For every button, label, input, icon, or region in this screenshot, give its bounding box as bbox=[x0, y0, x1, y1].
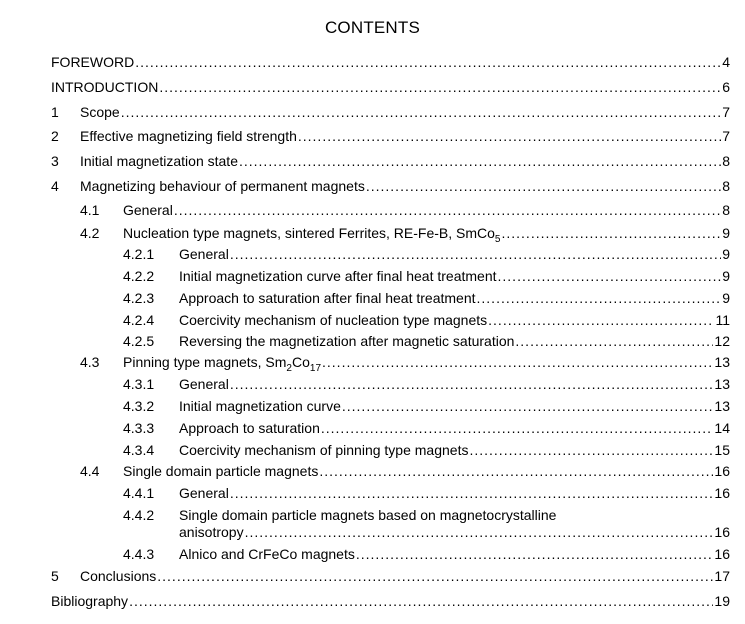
toc-entry-page: 16 bbox=[714, 463, 730, 479]
toc-entry-number: 4.3.4 bbox=[123, 442, 155, 458]
toc-entry-title: Bibliography bbox=[51, 593, 129, 609]
leader-dots bbox=[245, 524, 714, 540]
leader-dots bbox=[319, 463, 713, 479]
toc-entry-4-2-5[interactable] bbox=[123, 333, 730, 349]
leader-dots bbox=[121, 104, 722, 120]
toc-entry-4-3-1[interactable] bbox=[123, 376, 730, 392]
toc-entry-page: 9 bbox=[722, 246, 730, 262]
subscript: 5 bbox=[494, 234, 501, 245]
toc-entry-number: 3 bbox=[51, 153, 59, 169]
toc-entry-5[interactable] bbox=[51, 568, 730, 584]
toc-entry-4-2-2[interactable] bbox=[123, 268, 730, 284]
page-title: CONTENTS bbox=[324, 18, 421, 37]
toc-entry-page: 8 bbox=[722, 153, 730, 169]
toc-entry-bibliography[interactable] bbox=[51, 593, 730, 609]
toc-entry-4[interactable] bbox=[51, 178, 730, 194]
toc-entry-title: Alnico and CrFeCo magnets bbox=[179, 546, 355, 562]
leader-dots bbox=[230, 376, 714, 392]
leader-dots bbox=[501, 225, 721, 241]
toc-entry-number: 4.3.2 bbox=[123, 398, 155, 414]
toc-entry-page: 13 bbox=[714, 398, 730, 414]
leader-dots bbox=[135, 54, 721, 70]
toc-entry-page: 13 bbox=[714, 354, 730, 370]
leader-dots bbox=[356, 546, 714, 562]
toc-entry-number: 4.2.5 bbox=[123, 333, 155, 349]
toc-entry-number: 4.2.4 bbox=[123, 312, 155, 328]
toc-entry-number: 5 bbox=[51, 568, 59, 584]
toc-entry-title: Approach to saturation bbox=[179, 420, 320, 436]
toc-entry-page: 17 bbox=[714, 568, 730, 584]
toc-entry-title: Conclusions bbox=[80, 568, 157, 584]
toc-entry-number: 4.2 bbox=[80, 225, 100, 241]
toc-entry-number: 4.2.2 bbox=[123, 268, 155, 284]
leader-dots bbox=[469, 442, 713, 458]
toc-entry-title: General bbox=[179, 246, 229, 262]
leader-dots bbox=[298, 128, 721, 144]
toc-entry-page: 16 bbox=[714, 524, 730, 540]
toc-entry-page: 16 bbox=[714, 485, 730, 501]
toc-entry-page: 8 bbox=[722, 202, 730, 218]
toc-entry-page: 8 bbox=[722, 178, 730, 194]
toc-entry-number: 4.4 bbox=[80, 463, 100, 479]
toc-entry-4-2-3[interactable] bbox=[123, 290, 730, 306]
toc-entry-4-4-1[interactable] bbox=[123, 485, 730, 501]
toc-entry-title: Scope bbox=[80, 104, 120, 120]
toc-entry-page: 16 bbox=[714, 546, 730, 562]
toc-entry-title: INTRODUCTION bbox=[51, 79, 159, 95]
toc-entry-4-3-2[interactable] bbox=[123, 398, 730, 414]
toc-entry-3[interactable] bbox=[51, 153, 730, 169]
toc-entry-4-3-4[interactable] bbox=[123, 442, 730, 458]
leader-dots bbox=[321, 420, 714, 436]
toc-entry-number: 4.2.3 bbox=[123, 290, 155, 306]
toc-entry-4-4-2[interactable] bbox=[123, 507, 730, 523]
toc-entry-4-4-3[interactable] bbox=[123, 546, 730, 562]
toc-entry-page: 9 bbox=[722, 290, 730, 306]
toc-entry-page: 15 bbox=[714, 442, 730, 458]
toc-entry-foreword[interactable] bbox=[51, 54, 730, 70]
leader-dots bbox=[488, 312, 714, 328]
toc-entry-number: 4.3.1 bbox=[123, 376, 155, 392]
toc-entry-number: 4.3 bbox=[80, 354, 100, 370]
toc-entry-title-line2: anisotropy bbox=[179, 524, 244, 540]
toc-entry-4-2[interactable] bbox=[80, 225, 730, 245]
toc-entry-title: Reversing the magnetization after magnetic saturation bbox=[179, 333, 515, 349]
leader-dots bbox=[498, 268, 722, 284]
subscript: 17 bbox=[309, 363, 322, 374]
toc-entry-1[interactable] bbox=[51, 104, 730, 120]
leader-dots bbox=[230, 246, 721, 262]
toc-entry-page: 4 bbox=[722, 54, 730, 70]
toc-entry-page: 11 bbox=[715, 312, 730, 328]
leader-dots bbox=[159, 79, 721, 95]
toc-entry-title: Initial magnetization curve after final heat treatment bbox=[179, 268, 497, 284]
toc-entry-title: Magnetizing behaviour of permanent magnets bbox=[80, 178, 365, 194]
leader-dots bbox=[322, 354, 713, 370]
toc-entry-title: FOREWORD bbox=[51, 54, 135, 70]
toc-entry-title: Approach to saturation after final heat treatment bbox=[179, 290, 476, 306]
toc-entry-number: 4 bbox=[51, 178, 59, 194]
toc-entry-page: 19 bbox=[714, 593, 730, 609]
toc-entry-number: 1 bbox=[51, 104, 59, 120]
toc-entry-title: Coercivity mechanism of pinning type magnets bbox=[179, 442, 469, 458]
toc-entry-4-2-1[interactable] bbox=[123, 246, 730, 262]
toc-entry-4-4-2-continuation[interactable] bbox=[179, 524, 730, 540]
toc-entry-page: 9 bbox=[722, 268, 730, 284]
toc-entry-4-4[interactable] bbox=[80, 463, 730, 479]
toc-entry-number: 4.4.1 bbox=[123, 485, 155, 501]
toc-entry-title: Pinning type magnets, $Sm_2Co_{17}$ bbox=[123, 354, 322, 374]
toc-entry-4-3[interactable] bbox=[80, 354, 730, 374]
toc-entry-title: Initial magnetization state bbox=[80, 153, 238, 169]
toc-entry-2[interactable] bbox=[51, 128, 730, 144]
leader-dots bbox=[342, 398, 714, 414]
toc-entry-title: Nucleation type magnets, sintered Ferrites, RE-Fe-B, SmCo$_5$ bbox=[123, 225, 501, 245]
toc-entry-title: General bbox=[179, 376, 229, 392]
leader-dots bbox=[129, 593, 713, 609]
toc-entry-number: 4.4.3 bbox=[123, 546, 155, 562]
leader-dots bbox=[239, 153, 721, 169]
toc-entry-number: 2 bbox=[51, 128, 59, 144]
leader-dots bbox=[157, 568, 713, 584]
toc-entry-title: Coercivity mechanism of nucleation type magnets bbox=[179, 312, 488, 328]
toc-entry-page: 6 bbox=[722, 79, 730, 95]
toc-entry-number: 4.3.3 bbox=[123, 420, 155, 436]
toc-entry-4-2-4[interactable] bbox=[123, 312, 730, 328]
toc-entry-page: 12 bbox=[714, 333, 730, 349]
leader-dots bbox=[174, 202, 721, 218]
toc-entry-number: 4.2.1 bbox=[123, 246, 155, 262]
leader-dots bbox=[477, 290, 722, 306]
toc-entry-title: General bbox=[123, 202, 173, 218]
toc-entry-title: Initial magnetization curve bbox=[179, 398, 341, 414]
toc-entry-page: 13 bbox=[714, 376, 730, 392]
toc-entry-number: 4.1 bbox=[80, 202, 100, 218]
toc-entry-title: Effective magnetizing field strength bbox=[80, 128, 297, 144]
toc-entry-page: 7 bbox=[722, 104, 730, 120]
leader-dots bbox=[230, 485, 714, 501]
toc-entry-4-1[interactable] bbox=[80, 202, 730, 218]
toc-entry-page: 14 bbox=[714, 420, 730, 436]
toc-entry-page: 7 bbox=[722, 128, 730, 144]
leader-dots bbox=[515, 333, 713, 349]
subscript: 2 bbox=[286, 363, 292, 374]
toc-entry-number: 4.4.2 bbox=[123, 507, 155, 523]
leader-dots bbox=[366, 178, 721, 194]
toc-entry-introduction[interactable] bbox=[51, 79, 730, 95]
toc-entry-4-3-3[interactable] bbox=[123, 420, 730, 436]
toc-entry-title: General bbox=[179, 485, 229, 501]
toc-entry-title: Single domain particle magnets bbox=[123, 463, 319, 479]
toc-entry-page: 9 bbox=[722, 225, 730, 241]
toc-entry-title: Single domain particle magnets based on magnetocrystalline bbox=[179, 507, 557, 523]
